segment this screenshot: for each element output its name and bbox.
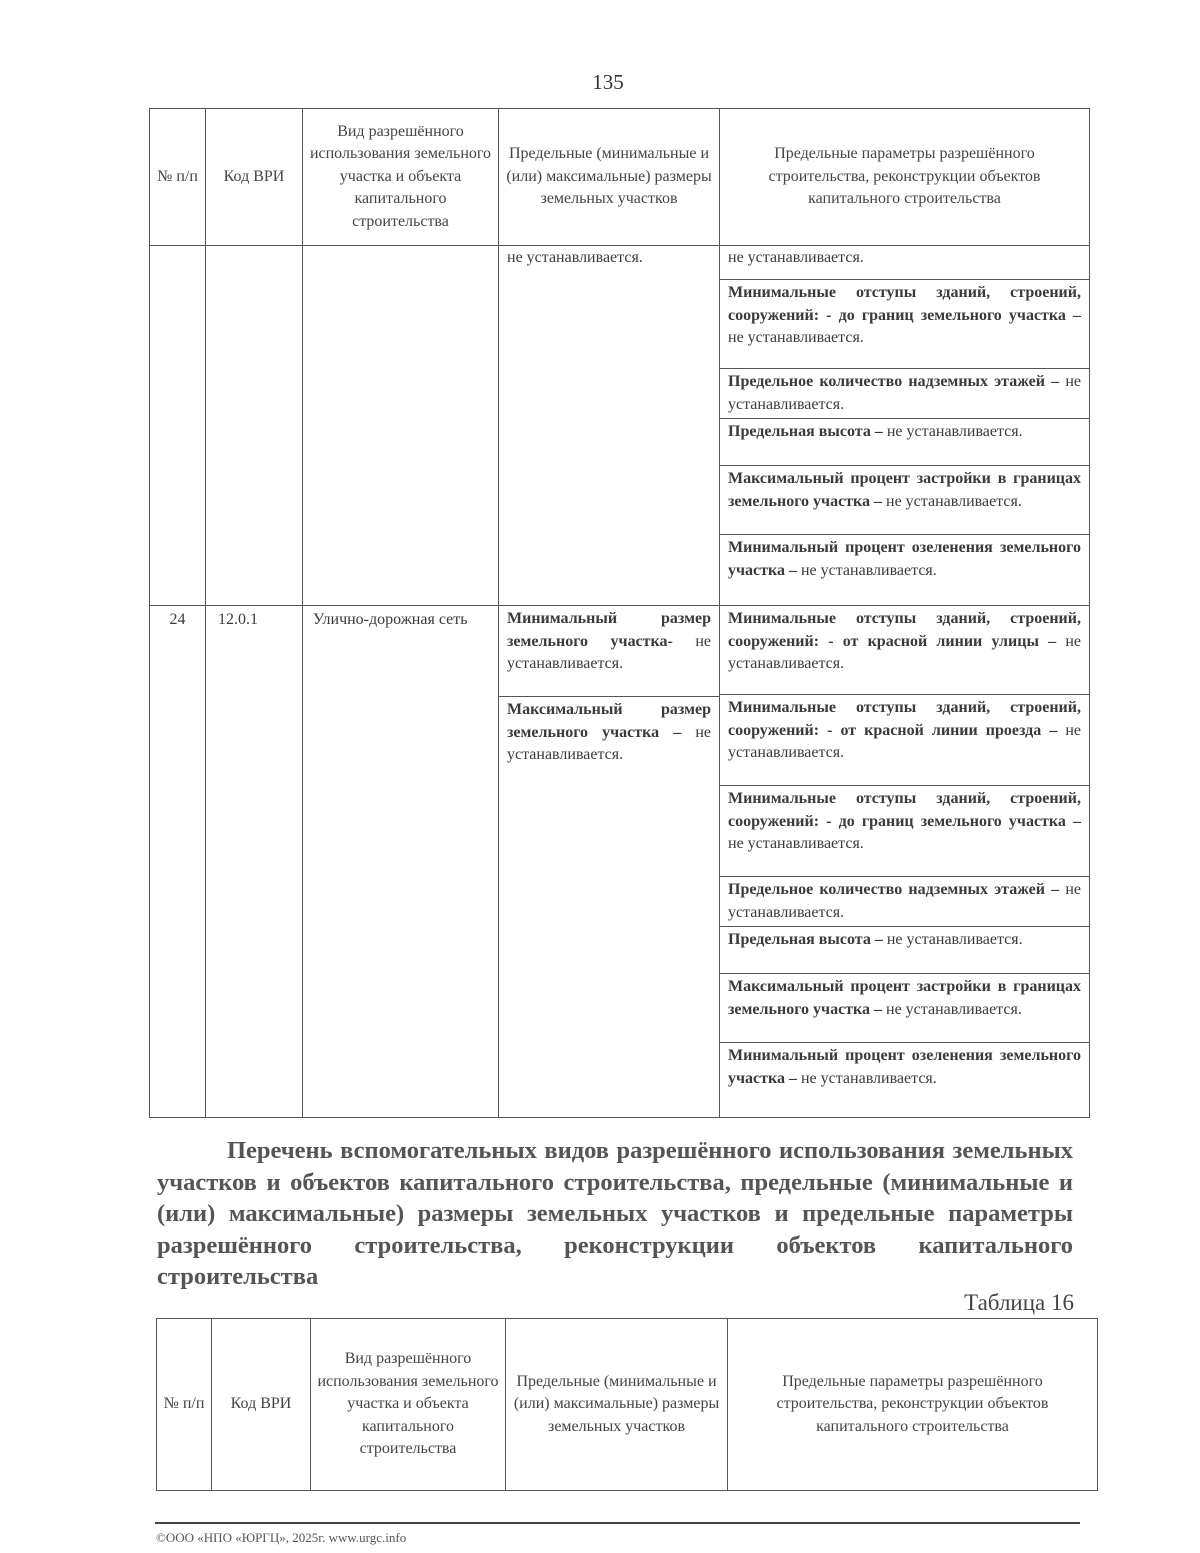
param-label: Предельное количество надземных этажей – xyxy=(728,881,1060,898)
header-num: № п/п xyxy=(157,1319,212,1491)
table-caption: Таблица 16 xyxy=(964,1290,1074,1315)
param-label: Минимальные отступы зданий, строений, сооружений: - до границ земельного участка – xyxy=(728,790,1081,830)
param-label: Минимальные отступы зданий, строений, сооружений: - от красной линии улицы – xyxy=(728,610,1081,650)
row24-params-list xyxy=(720,606,1089,1117)
auxiliary-use-table xyxy=(156,1318,1098,1491)
param-label: Предельная высота – xyxy=(728,423,883,440)
param-item xyxy=(720,695,1089,786)
cont-num-cell xyxy=(150,246,206,606)
cont-params-list xyxy=(720,246,1089,605)
header-size: Предельные (минимальные и (или) максимальные) размеры земельных участков xyxy=(506,1319,728,1491)
section-heading: Перечень вспомогательных видов разрешённого использования земельных участков и объектов капитального строительства, предельные (минимальные и (или) максимальные) размеры земельных участков и предельные параметры разрешённого строительства, реконструкции объектов капитального строительства xyxy=(157,1137,1073,1290)
param-value: не устанавливается. xyxy=(728,835,864,852)
row24-params-cell xyxy=(720,606,1090,1118)
size-item-min xyxy=(499,606,719,697)
param-item xyxy=(720,877,1089,927)
table-header-row xyxy=(157,1319,1098,1491)
param-item xyxy=(720,927,1089,974)
param-label: Минимальный процент озеленения земельного участка – xyxy=(728,1047,1081,1087)
param-label: Максимальный процент застройки в границах земельного участка – xyxy=(728,470,1081,510)
param-label: Минимальные отступы зданий, строений, сооружений: - от красной линии проезда – xyxy=(728,699,1081,739)
param-value: не устанавливается. xyxy=(728,373,1081,413)
table-header-row xyxy=(150,109,1090,246)
row24-type: Улично-дорожная сеть xyxy=(303,606,499,1118)
param-item xyxy=(720,369,1089,419)
param-value: не устанавливается. xyxy=(796,561,937,579)
row24-num: 24 xyxy=(150,606,206,1118)
param-value: не устанавливается. xyxy=(728,881,1081,921)
header-num: № п/п xyxy=(150,109,206,246)
size-min-label: Минимальный размер земельного участка- xyxy=(507,610,711,650)
param-value: не устанавливается. xyxy=(882,492,1022,510)
table-row-24 xyxy=(150,606,1090,1118)
param-item xyxy=(720,535,1089,606)
size-max-label: Максимальный размер земельного участка – xyxy=(507,701,711,741)
param-value: не устанавливается. xyxy=(882,1000,1022,1018)
permitted-use-table xyxy=(149,108,1090,1118)
param-item xyxy=(720,466,1089,535)
footer-copyright: ©ООО «НПО «ЮРГЦ», 2025г. www.urgc.info xyxy=(156,1530,407,1545)
header-size: Предельные (минимальные и (или) максимальные) размеры земельных участков xyxy=(499,109,720,246)
size-item-max xyxy=(499,697,719,1112)
header-code: Код ВРИ xyxy=(212,1319,311,1491)
table-row-continued xyxy=(150,246,1090,606)
header-type: Вид разрешённого использования земельного участка и объекта капитального строительства xyxy=(303,109,499,246)
header-params: Предельные параметры разрешённого строительства, реконструкции объектов капитального строительства xyxy=(728,1319,1098,1491)
param-value: не устанавливается. xyxy=(882,423,1023,440)
param-item xyxy=(720,246,1089,280)
cont-params-cell xyxy=(720,246,1090,606)
param-item xyxy=(720,974,1089,1043)
footer-divider xyxy=(155,1522,1080,1524)
header-params: Предельные параметры разрешённого строительства, реконструкции объектов капитального строительства xyxy=(720,109,1090,246)
size-max-value: не устанавливается. xyxy=(507,723,712,763)
row24-size-list xyxy=(499,606,719,1111)
param-label: Минимальные отступы зданий, строений, сооружений: - до границ земельного участка – xyxy=(728,284,1081,324)
param-value: не устанавливается. xyxy=(728,329,864,346)
param-value: не устанавливается. xyxy=(728,632,1082,672)
param-value: не устанавливается. xyxy=(796,1069,937,1087)
row24-size-cell xyxy=(499,606,720,1118)
param-item xyxy=(720,786,1089,877)
param-label: Минимальный процент озеленения земельного участка – xyxy=(728,539,1081,579)
param-value: не устанавливается. xyxy=(728,249,864,266)
param-item xyxy=(720,280,1089,369)
header-code: Код ВРИ xyxy=(206,109,303,246)
param-value: не устанавливается. xyxy=(882,931,1023,948)
param-label: Предельное количество надземных этажей – xyxy=(728,373,1060,390)
param-label: Предельная высота – xyxy=(728,931,883,948)
row24-code: 12.0.1 xyxy=(206,606,303,1118)
param-value: не устанавливается. xyxy=(728,721,1081,761)
param-label: Максимальный процент застройки в границах земельного участка – xyxy=(728,978,1081,1018)
cont-code-cell xyxy=(206,246,303,606)
header-type: Вид разрешённого использования земельного участка и объекта капитального строительства xyxy=(311,1319,506,1491)
cont-type-cell xyxy=(303,246,499,606)
cont-size-cell: не устанавливается. xyxy=(499,246,720,606)
param-item xyxy=(720,1043,1089,1118)
size-min-value: не устанавливается. xyxy=(507,632,711,672)
param-item xyxy=(720,419,1089,466)
param-item xyxy=(720,606,1089,695)
page-number: 135 xyxy=(592,70,624,94)
